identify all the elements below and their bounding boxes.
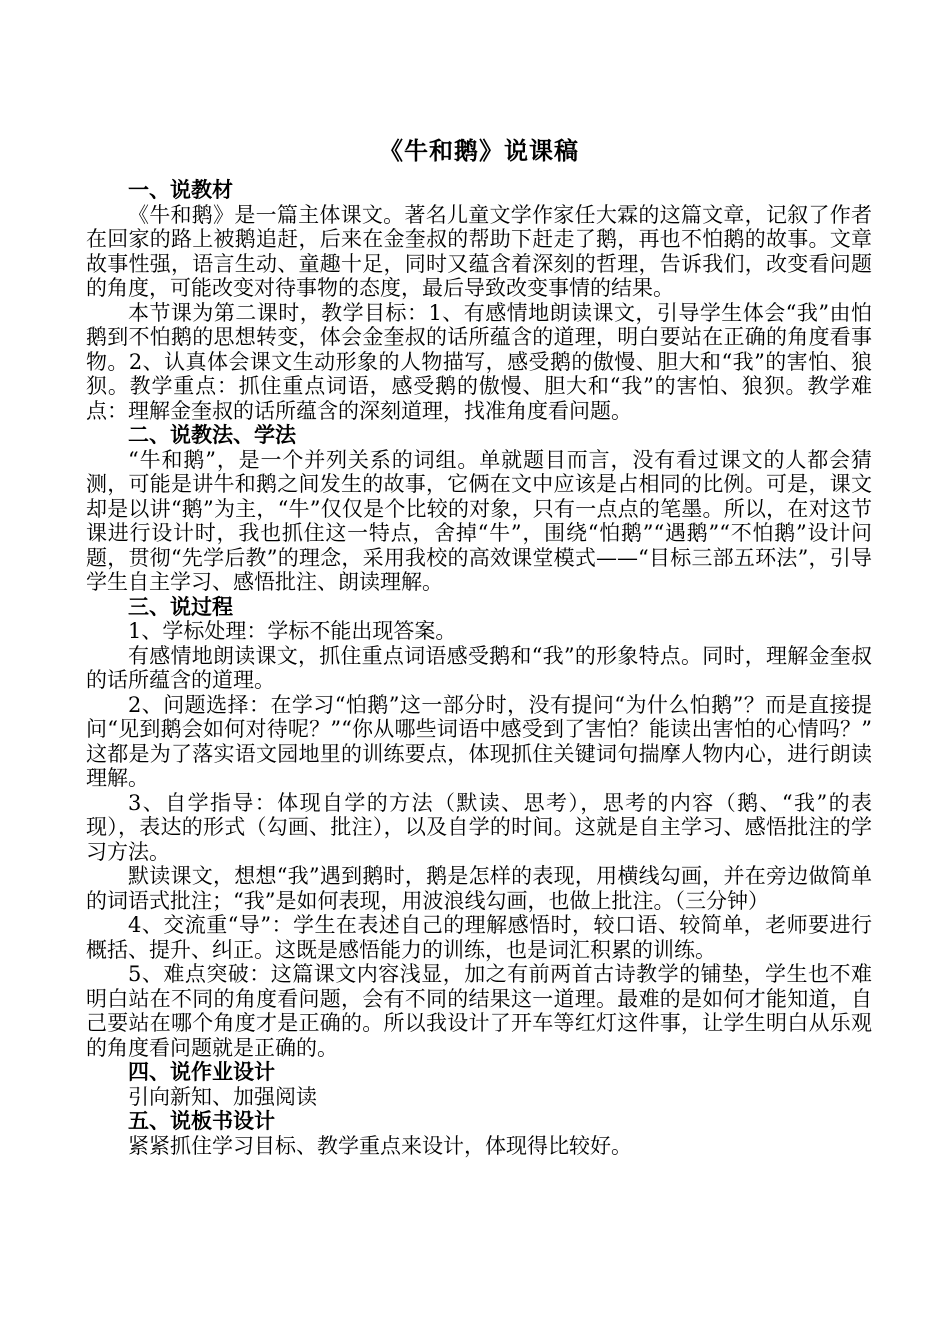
paragraph: 默读课文，想想“我”遇到鹅时，鹅是怎样的表现，用横线勾画，并在旁边做简单的词语式批注；“我”是如何表现，用波浪线勾画，也做上批注。（三分钟） <box>86 864 872 913</box>
paragraph: 4、交流重“导”：学生在表述自己的理解感悟时，较口语、较简单，老师要进行概括、提升、纠正。这既是感悟能力的训练，也是词汇积累的训练。 <box>86 913 872 962</box>
section-shuo-zuoye-sheji <box>86 1060 872 1109</box>
section-heading-shuo-guocheng: 三、说过程 <box>128 594 233 619</box>
paragraph: 1、学标处理：学标不能出现答案。 <box>128 619 457 643</box>
section-heading-shuo-jiaofa-xuefa: 二、说教法、学法 <box>128 423 296 447</box>
section-heading-shuo-zuoye-sheji: 四、说作业设计 <box>128 1060 275 1084</box>
section-shuo-jiaocai <box>86 178 872 423</box>
section-heading-shuo-jiaocai: 一、说教材 <box>128 178 233 202</box>
paragraph: “牛和鹅”，是一个并列关系的词组。单就题目而言，没有看过课文的人都会猜测，可能是讲牛和鹅之间发生的故事，它俩在文中应该是占相同的比例。可是，课文却是以讲“鹅”为主，“牛”仅仅是个比较的对象，只有一点点的笔墨。所以，在对这节课进行设计时，我也抓住这一特点，舍掉“牛”，围绕“怕鹅”“遇鹅”“不怕鹅”设计问题，贯彻“先学后教”的理念，采用我校的高效课堂模式——“目标三部五环法”，引导学生自主学习、感悟批注、朗读理解。 <box>86 447 872 594</box>
paragraph: 有感情地朗读课文，抓住重点词语感受鹅和“我”的形象特点。同时，理解金奎叔的话所蕴含的道理。 <box>86 643 872 692</box>
paragraph: 5、难点突破：这篇课文内容浅显，加之有前两首古诗教学的铺垫，学生也不难明白站在不同的角度看问题，会有不同的结果这一道理。最难的是如何才能知道，自己要站在哪个角度才是正确的。所以我设计了开车等红灯这件事，让学生明白从乐观的角度看问题就是正确的。 <box>86 962 872 1060</box>
section-shuo-jiaofa-xuefa <box>86 423 872 595</box>
section-shuo-banshu-sheji <box>86 1109 872 1158</box>
paragraph: 《牛和鹅》是一篇主体课文。著名儿童文学作家任大霖的这篇文章，记叙了作者在回家的路上被鹅追赶，后来在金奎叔的帮助下赶走了鹅，再也不怕鹅的故事。文章故事性强，语言生动、童趣十足，同时又蕴含着深刻的哲理，告诉我们，改变看问题的角度，可能改变对待事物的态度，最后导致改变事情的结果。 <box>86 202 872 300</box>
paragraph: 3、自学指导：体现自学的方法（默读、思考），思考的内容（鹅、“我”的表现），表达的形式（勾画、批注），以及自学的时间。这就是自主学习、感悟批注的学习方法。 <box>86 790 872 864</box>
section-heading-shuo-banshu-sheji: 五、说板书设计 <box>128 1109 275 1133</box>
paragraph: 引向新知、加强阅读 <box>128 1084 317 1109</box>
paragraph: 本节课为第二课时，教学目标：1、有感情地朗读课文，引导学生体会“我”由怕鹅到不怕鹅的思想转变，体会金奎叔的话所蕴含的道理，明白要站在正确的角度看事物。2、认真体会课文生动形象的人物描写，感受鹅的傲慢、胆大和“我”的害怕、狼狈。教学重点：抓住重点词语，感受鹅的傲慢、胆大和“我”的害怕、狼狈。教学难点：理解金奎叔的话所蕴含的深刻道理，找准角度看问题。 <box>86 300 872 423</box>
document-title: 《牛和鹅》说课稿 <box>379 137 579 165</box>
paragraph: 2、问题选择：在学习“怕鹅”这一部分时，没有提问“为什么怕鹅”？而是直接提问“见到鹅会如何对待呢？”“你从哪些词语中感受到了害怕？能读出害怕的心情吗？”这都是为了落实语文园地里的训练要点，体现抓住关键词句揣摩人物内心，进行朗读理解。 <box>86 692 872 790</box>
paragraph: 紧紧抓住学习目标、教学重点来设计，体现得比较好。 <box>128 1133 632 1158</box>
section-shuo-guocheng <box>86 595 872 1061</box>
